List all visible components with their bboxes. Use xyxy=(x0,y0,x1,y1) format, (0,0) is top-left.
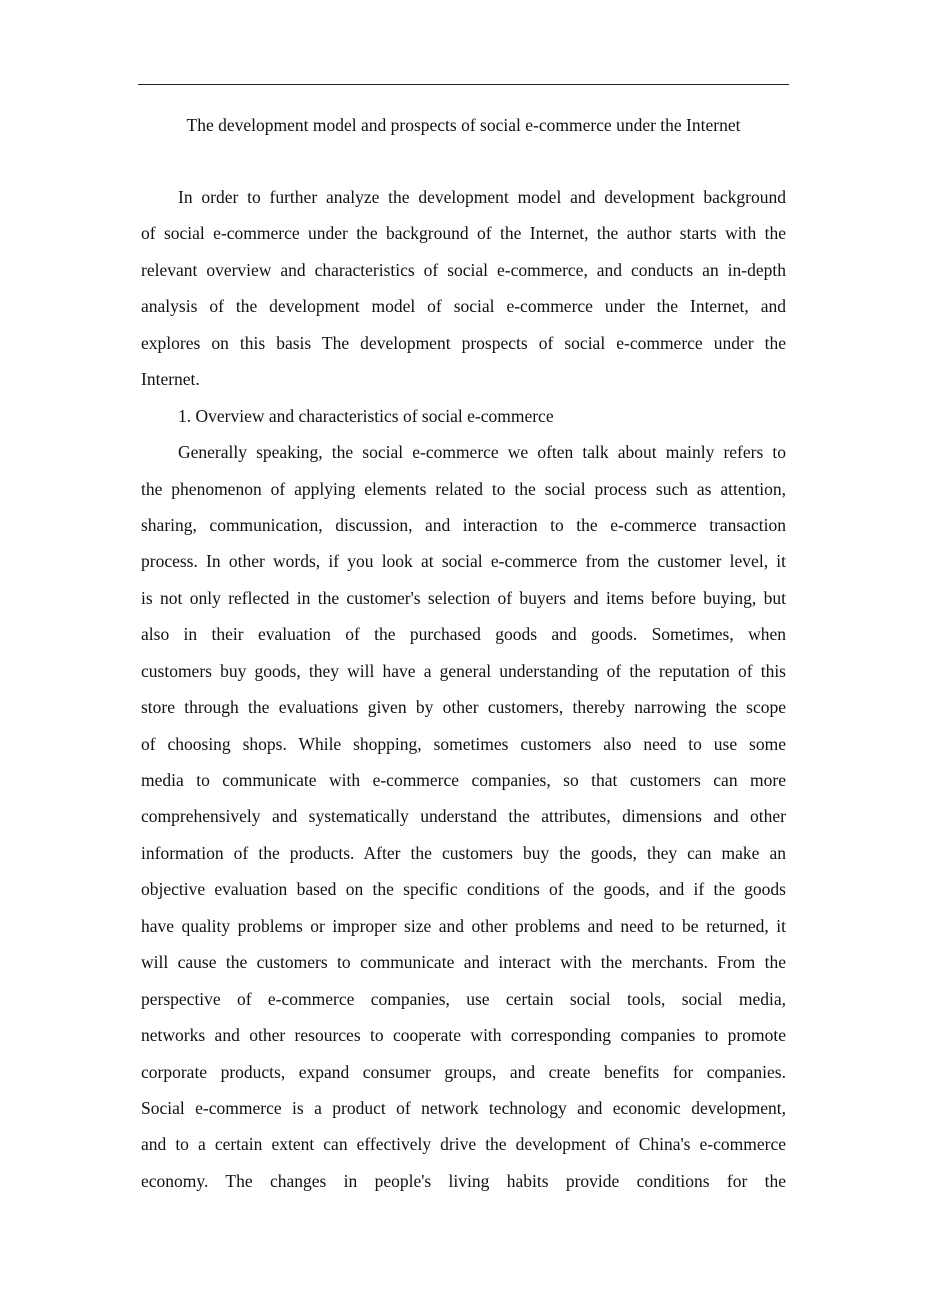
text-line: comprehensively and systematically understand the attributes, dimensions and other xyxy=(141,806,786,827)
text-line: Social e-commerce is a product of network technology and economic development, xyxy=(141,1097,786,1118)
document-title: The development model and prospects of social e-commerce under the Internet xyxy=(186,115,741,135)
text-line: relevant overview and characteristics of social e-commerce, and conducts an in-depth xyxy=(141,259,786,280)
text-line: economy. The changes in people's living habits provide conditions for the xyxy=(141,1170,786,1191)
paragraph xyxy=(141,179,786,398)
text-line: corporate products, expand consumer groups, and create benefits for companies. xyxy=(141,1061,786,1082)
document-body xyxy=(141,179,786,1199)
text-line: have quality problems or improper size and other problems and need to be returned, it xyxy=(141,915,786,936)
text-line: analysis of the development model of social e-commerce under the Internet, and xyxy=(141,296,786,317)
text-line: also in their evaluation of the purchased goods and goods. Sometimes, when xyxy=(141,624,786,645)
text-line: Generally speaking, the social e-commerce we often talk about mainly refers to xyxy=(178,442,786,463)
text-line: process. In other words, if you look at social e-commerce from the customer level, it xyxy=(141,551,786,572)
text-line: perspective of e-commerce companies, use certain social tools, social media, xyxy=(141,988,786,1009)
paragraph xyxy=(141,434,786,1199)
section-heading xyxy=(141,398,786,434)
text-line: In order to further analyze the development model and development background xyxy=(178,187,786,207)
text-line: the phenomenon of applying elements related to the social process such as attention, xyxy=(141,478,786,499)
header-rule xyxy=(138,84,789,85)
text-line: explores on this basis The development prospects of social e-commerce under the xyxy=(141,332,786,353)
text-line: of choosing shops. While shopping, sometimes customers also need to use some xyxy=(141,733,786,754)
text-line: of social e-commerce under the background of the Internet, the author starts with the xyxy=(141,223,786,244)
text-line: will cause the customers to communicate and interact with the merchants. From the xyxy=(141,952,786,973)
text-line: Internet. xyxy=(141,369,200,390)
text-line: store through the evaluations given by other customers, thereby narrowing the scope xyxy=(141,697,786,718)
text-line: 1. Overview and characteristics of social e-commerce xyxy=(178,405,554,426)
text-line: media to communicate with e-commerce companies, so that customers can more xyxy=(141,770,786,790)
text-line: is not only reflected in the customer's selection of buyers and items before buying, but xyxy=(141,587,786,608)
text-line: customers buy goods, they will have a general understanding of the reputation of this xyxy=(141,660,786,681)
text-line: networks and other resources to cooperate with corresponding companies to promote xyxy=(141,1025,786,1046)
text-line: information of the products. After the customers buy the goods, they can make an xyxy=(141,842,786,863)
text-line: sharing, communication, discussion, and interaction to the e-commerce transaction xyxy=(141,514,786,535)
text-line: and to a certain extent can effectively drive the development of China's e-commerce xyxy=(141,1134,786,1155)
text-line: objective evaluation based on the specific conditions of the goods, and if the goods xyxy=(141,879,786,900)
